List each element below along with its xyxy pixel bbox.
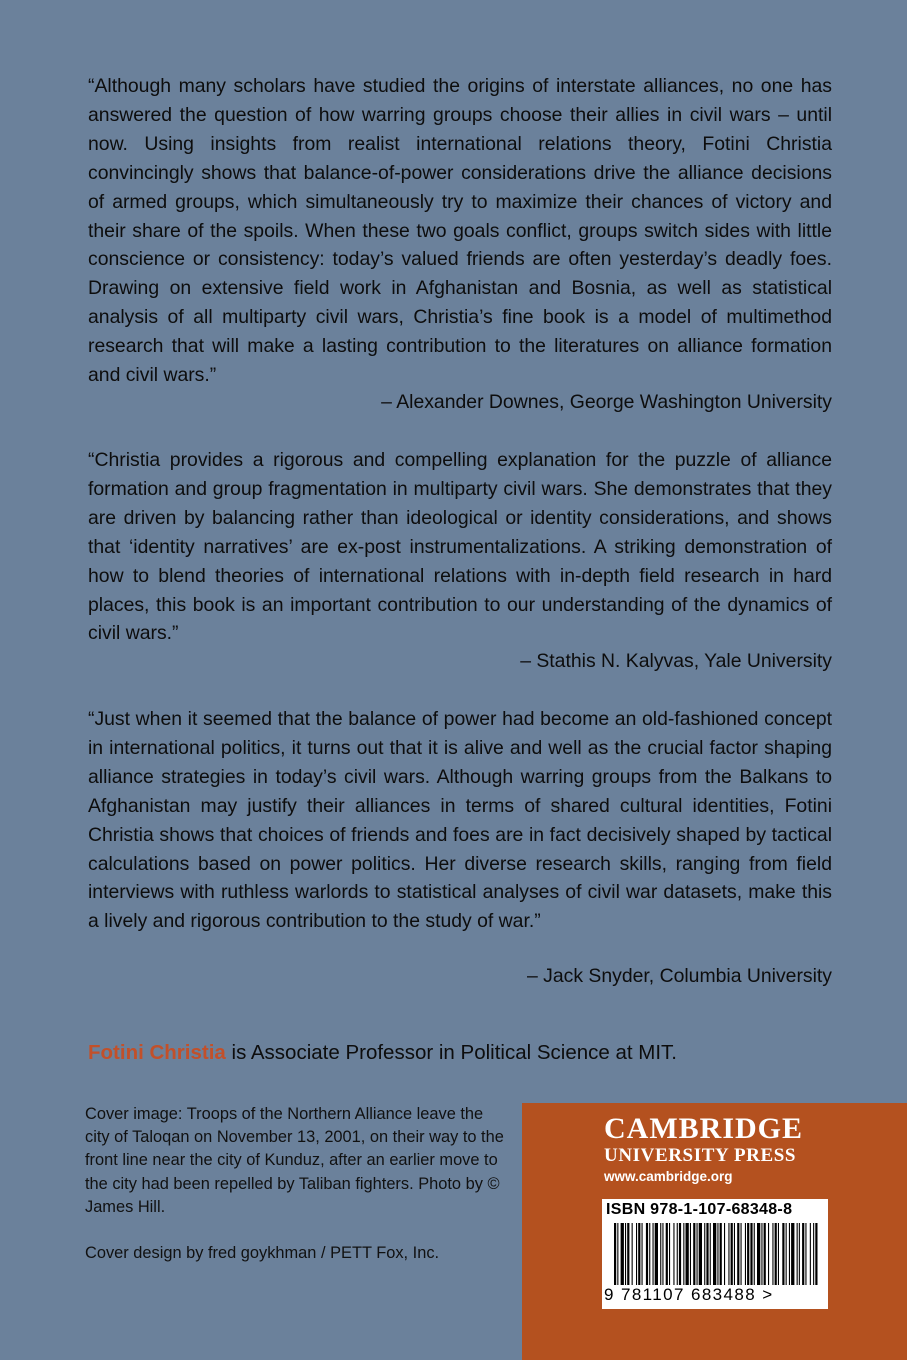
publisher-block xyxy=(522,1103,907,1360)
endorsement-attribution-3: – Jack Snyder, Columbia University xyxy=(527,965,832,987)
publisher-name: CAMBRIDGE xyxy=(604,1112,804,1145)
barcode-bar xyxy=(734,1223,735,1285)
publisher-subtitle: UNIVERSITY PRESS xyxy=(604,1145,797,1166)
barcode-bar xyxy=(653,1223,654,1285)
endorsement-quote-2: “Christia provides a rigorous and compelling explanation for the puzzle of alliance formation and group fragmentation in multiparty civil wars. She demonstrates that they are driven by balancing rather than ideological or identity considerations, and shows that ‘identity narratives’ are ex-post instrumentalizations. A striking demonstration of how to blend theories of international relations with in-depth field research in hard places, this book is an important contribution to our understanding of the dynamics of civil wars.” xyxy=(88,449,832,645)
barcode-bar xyxy=(655,1223,658,1285)
barcode-bar xyxy=(717,1223,718,1285)
barcode-bar xyxy=(791,1223,794,1285)
endorsement-quote-1: “Although many scholars have studied the origins of interstate alliances, no one has answered the question of how warring groups choose their allies in civil wars – until now. Using insights from realist international relations theory, Fotini Christia convincingly shows that balance-of-power considerations drive the alliance decisions of armed groups, which simultaneously try to maximize their chances of victory and their share of the spoils. When these two goals conflict, groups switch sides with little conscience or consistency: today’s valued friends are often yesterday’s deadly foes. Drawing on extensive field work in Afghanistan and Bosnia, as well as statistical analysis of all multiparty civil wars, Christia’s fine book is a model of multimethod research that will make a lasting contribution to the literatures on alliance formation and civil wars.” xyxy=(88,75,832,387)
barcode-bar xyxy=(679,1223,681,1285)
barcode-digits: 9 781107 683488 > xyxy=(604,1285,774,1304)
author-name: Fotini Christia xyxy=(88,1041,226,1064)
barcode-bar xyxy=(731,1223,733,1285)
barcode-bar xyxy=(638,1223,640,1285)
barcode-bar xyxy=(627,1223,629,1285)
barcode-bar xyxy=(775,1223,777,1285)
barcode-bar xyxy=(778,1223,779,1285)
isbn-label: ISBN 978-1-107-68348-8 xyxy=(606,1201,793,1218)
barcode-bar xyxy=(621,1223,624,1285)
barcode-bar xyxy=(772,1223,773,1285)
barcode-bar xyxy=(713,1223,716,1285)
publisher-url: www.cambridge.org xyxy=(604,1169,733,1184)
barcode-bar xyxy=(810,1223,811,1285)
barcode-bar xyxy=(799,1223,800,1285)
barcode-bar xyxy=(666,1223,668,1285)
barcode-bar xyxy=(646,1223,648,1285)
barcode-bar xyxy=(720,1223,722,1285)
cover-design-credit: Cover design by fred goykhman / PETT Fox, Inc. xyxy=(85,1244,440,1262)
barcode-bar xyxy=(737,1223,739,1285)
barcode-bar xyxy=(697,1223,698,1285)
barcode-bar xyxy=(761,1223,762,1285)
barcode-bar xyxy=(690,1223,691,1285)
barcode-bar xyxy=(728,1223,729,1285)
barcode-bar xyxy=(632,1223,633,1285)
barcode-bar xyxy=(782,1223,784,1285)
author-bio-text: is Associate Professor in Political Science at MIT. xyxy=(225,1041,677,1064)
barcode-bar xyxy=(617,1223,618,1285)
barcode-bar xyxy=(614,1223,616,1285)
barcode-bar xyxy=(741,1223,742,1285)
barcode-bar xyxy=(669,1223,670,1285)
barcode-bar xyxy=(625,1223,626,1285)
author-bio xyxy=(88,1039,677,1067)
barcode-bar xyxy=(724,1223,725,1285)
barcode-bar xyxy=(797,1223,798,1285)
barcode-bar xyxy=(754,1223,755,1285)
barcode-bar xyxy=(805,1223,806,1285)
barcode-bar xyxy=(649,1223,650,1285)
barcode-bar xyxy=(802,1223,804,1285)
barcode-bar xyxy=(699,1223,702,1285)
isbn-barcode xyxy=(602,1199,828,1309)
barcode-bar xyxy=(673,1223,674,1285)
barcode-bar xyxy=(745,1223,746,1285)
barcode-bar xyxy=(815,1223,817,1285)
barcode-bar xyxy=(768,1223,769,1285)
barcode-bar xyxy=(747,1223,749,1285)
barcode-bar xyxy=(677,1223,678,1285)
barcode-bar xyxy=(660,1223,661,1285)
barcode-bar xyxy=(706,1223,708,1285)
barcode-bar xyxy=(750,1223,752,1285)
barcode-bar xyxy=(710,1223,711,1285)
barcode-bar xyxy=(813,1223,814,1285)
barcode-bar xyxy=(662,1223,663,1285)
endorsement-quote-3: “Just when it seemed that the balance of power had become an old-fashioned concept in international politics, it turns out that it is alive and well as the crucial factor shaping alliance strategies in today’s civil wars. Although warring groups from the Balkans to Afghanistan may justify their alliances in terms of shared cultural identities, Fotini Christia shows that choices of friends and foes are in fact decisively shaped by tactical calculations based on power politics. Her diverse research skills, ranging from field interviews with ruthless warlords to statistical analyses of civil war datasets, make this a lively and rigorous contribution to the study of war.” xyxy=(88,708,832,933)
barcode-bar xyxy=(642,1223,643,1285)
barcode-bar xyxy=(789,1223,790,1285)
cover-image-credit: Cover image: Troops of the Northern Alliance leave the city of Taloqan on November 13, 2001, on their way to the front line near the city of Kunduz, after an earlier move to the city had been repelled by Taliban fighters. Photo by © James Hill. xyxy=(85,1105,504,1216)
barcode-bar xyxy=(693,1223,695,1285)
barcode-bar xyxy=(764,1223,766,1285)
endorsement-attribution-2: – Stathis N. Kalyvas, Yale University xyxy=(520,650,832,672)
barcode-bar xyxy=(786,1223,787,1285)
barcode-bar xyxy=(704,1223,705,1285)
barcode-bar xyxy=(636,1223,637,1285)
barcode-bar xyxy=(757,1223,760,1285)
barcode-bar xyxy=(683,1223,684,1285)
endorsement-attribution-1: – Alexander Downes, George Washington University xyxy=(381,391,832,413)
barcode-bar xyxy=(686,1223,689,1285)
